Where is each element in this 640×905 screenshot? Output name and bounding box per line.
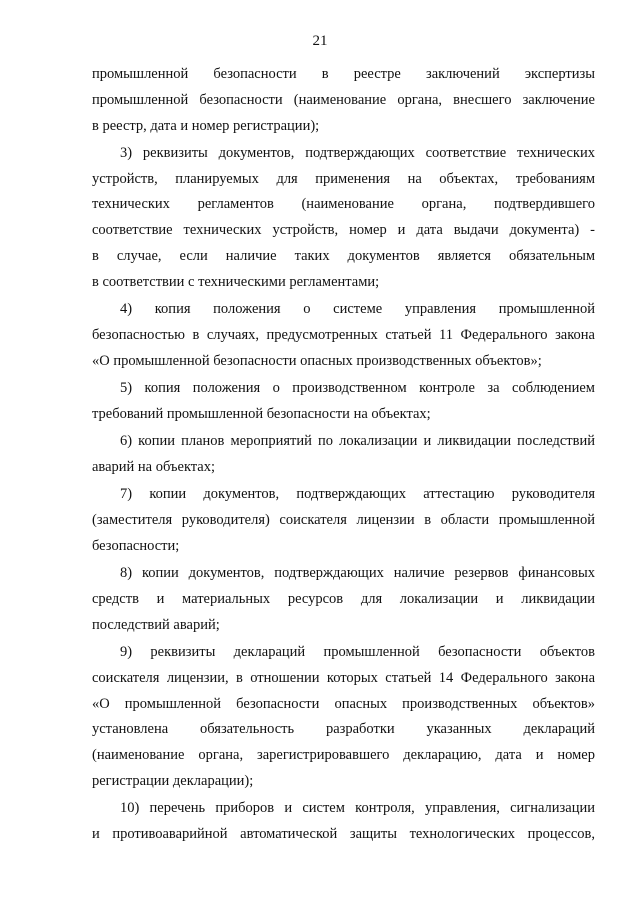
paragraph-item-4 bbox=[92, 297, 595, 374]
paragraph-item-3 bbox=[92, 141, 595, 296]
text-line: 10) перечень приборов и систем контроля, управления, сигнализации bbox=[120, 800, 595, 817]
text-line: в реестр, дата и номер регистрации); bbox=[92, 117, 320, 134]
paragraph-item-9 bbox=[92, 640, 595, 795]
text-line: безопасности; bbox=[92, 537, 180, 554]
document-body bbox=[92, 62, 595, 848]
text-line: (наименование органа, зарегистрировавшего декларацию, дата и номер bbox=[92, 747, 595, 764]
text-line: промышленной безопасности в реестре заключений экспертизы bbox=[92, 66, 595, 82]
text-line: установлена обязательность разработки указанных деклараций bbox=[92, 721, 595, 738]
text-line: аварий на объектах; bbox=[92, 458, 216, 475]
text-line: 9) реквизиты деклараций промышленной безопасности объектов bbox=[120, 644, 595, 661]
paragraph-item-5 bbox=[92, 376, 595, 428]
text-line: в соответствии с техническими регламентами; bbox=[92, 273, 380, 290]
text-line: соответствие технических устройств, номер и дата выдачи документа) - bbox=[92, 222, 595, 239]
text-line: 6) копии планов мероприятий по локализации и ликвидации последствий bbox=[120, 433, 595, 450]
paragraph-continuation bbox=[92, 62, 595, 139]
text-line: требований промышленной безопасности на объектах; bbox=[92, 405, 431, 422]
text-line: безопасностью в случаях, предусмотренных статьей 11 Федерального закона bbox=[92, 326, 595, 343]
text-line: соискателя лицензии, в отношении которых статьей 14 Федерального закона bbox=[92, 669, 595, 686]
text-line: 8) копии документов, подтверждающих наличие резервов финансовых bbox=[120, 565, 595, 582]
text-line: в случае, если наличие таких документов является обязательным bbox=[92, 248, 595, 265]
text-line: 4) копия положения о системе управления промышленной bbox=[120, 301, 595, 318]
paragraph-item-10 bbox=[92, 796, 595, 848]
text-line: технических регламентов (наименование органа, подтвердившего bbox=[92, 196, 595, 213]
text-line: (заместителя руководителя) соискателя лицензии в области промышленной bbox=[92, 512, 595, 529]
text-line: промышленной безопасности (наименование органа, внесшего заключение bbox=[92, 91, 595, 108]
text-line: 7) копии документов, подтверждающих аттестацию руководителя bbox=[120, 486, 595, 503]
text-line: 5) копия положения о производственном контроле за соблюдением bbox=[120, 380, 595, 397]
text-line: регистрации декларации); bbox=[92, 773, 254, 790]
text-line: «О промышленной безопасности опасных производственных объектов»; bbox=[92, 352, 542, 369]
text-line: «О промышленной безопасности опасных производственных объектов» bbox=[92, 695, 595, 712]
text-line: и противоаварийной автоматической защиты технологических процессов, bbox=[92, 826, 595, 843]
paragraph-item-8 bbox=[92, 561, 595, 638]
page-number: 21 bbox=[312, 33, 328, 49]
text-line: устройств, планируемых для применения на объектах, требованиям bbox=[92, 170, 595, 187]
text-line: 3) реквизиты документов, подтверждающих соответствие технических bbox=[120, 144, 595, 161]
text-line: средств и материальных ресурсов для локализации и ликвидации bbox=[92, 590, 595, 607]
text-line: последствий аварий; bbox=[92, 616, 220, 633]
paragraph-item-7 bbox=[92, 482, 595, 559]
paragraph-item-6 bbox=[92, 429, 595, 481]
